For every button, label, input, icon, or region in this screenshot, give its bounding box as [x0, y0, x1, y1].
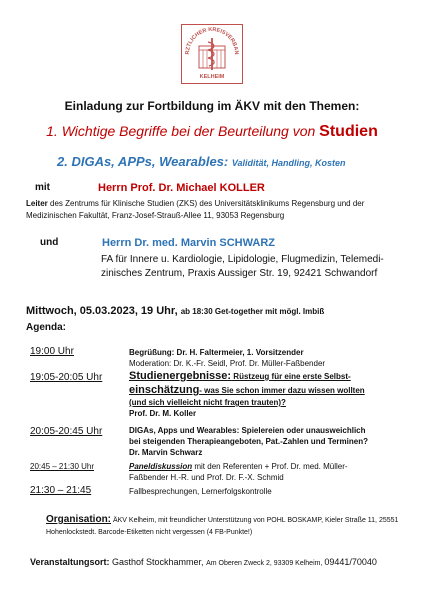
- speaker-2-description: FA für Innere u. Kardiologie, Lipidologie, Flugmedizin, Telemedi-zinisches Zentrum, Praxis Aussiger Str. 19, 92421 Schwandorf: [101, 254, 384, 279]
- topic-2: [57, 154, 346, 169]
- agenda-time-1: 19:00 Uhr: [30, 346, 74, 357]
- agenda-item-1: [129, 347, 409, 369]
- event-date: [26, 305, 324, 317]
- topic-1: [0, 123, 424, 141]
- agenda-time-3: 20:05-20:45 Uhr: [30, 426, 103, 437]
- topic-1-lead: 1. Wichtige Begriffe bei der Beurteilung von: [46, 123, 320, 139]
- venue-name: Gasthof Stockhammer,: [109, 557, 207, 567]
- speaker-2-prefix: und: [40, 237, 59, 248]
- event-date-tail: ab 18:30 Get-together mit mögl. Imbiß: [180, 307, 325, 316]
- agenda-item-1-line-1: Begrüßung: Dr. H. Faltermeier, 1. Vorsitzender: [129, 348, 304, 357]
- agenda-item-2-keyword: Studienergebnisse:: [129, 370, 232, 382]
- agenda-item-4-line-2: Faßbender H.-R. und Prof. Dr. F.-X. Schmid: [129, 473, 284, 482]
- logo-bottom-text: KELHEIM: [199, 74, 225, 80]
- agenda-time-2: 19:05-20:05 Uhr: [30, 372, 103, 383]
- agenda-item-2-speaker: Prof. Dr. M. Koller: [129, 409, 197, 418]
- organisation-note: [46, 514, 406, 539]
- speaker-2-row: [40, 237, 275, 249]
- topic-2-lead: 2. DIGAs, APPs, Wearables:: [57, 154, 232, 169]
- agenda-item-4: [129, 461, 409, 483]
- agenda-time-4: 20:45 – 21:30 Uhr: [30, 462, 95, 471]
- agenda-time-5: 21:30 – 21:45: [30, 485, 92, 496]
- agenda-item-4-keyword: Paneldiskussion: [129, 462, 193, 471]
- invitation-title: Einladung zur Fortbildung im ÄKV mit den Themen:: [64, 99, 360, 113]
- agenda-item-2-line-2: - was Sie schon immer dazu wissen wollten: [199, 386, 365, 395]
- agenda-item-2-line-1: Rüstzeug für eine erste Selbst-: [231, 372, 351, 381]
- agenda-item-1-line-2: Moderation: Dr. K.-Fr. Seidl, Prof. Dr. Müller-Faßbender: [129, 359, 326, 368]
- logo-top-text: RZTLICHER KREISVERBAN: [184, 26, 240, 55]
- event-date-main: Mittwoch, 05.03.2023, 19 Uhr,: [26, 305, 181, 317]
- agenda-item-2-line-3: (und sich vielleicht nicht fragen trauten)?: [129, 398, 286, 407]
- venue-phone: 09441/70040: [324, 557, 377, 567]
- organisation-label: Organisation:: [46, 514, 112, 525]
- speaker-1-description: [26, 198, 406, 222]
- agenda-label: Agenda:: [26, 322, 66, 333]
- speaker-1-affiliation: des Zentrums für Klinische Studien (ZKS) des Universitätsklinikums Regensburg und der Medizinischen Fakultät, Franz-Josef-Strauß-Allee 11, 93053 Regensburg: [26, 199, 365, 220]
- speaker-1-row: [35, 182, 265, 194]
- agenda-item-2-keyword-2: einschätzung: [129, 384, 200, 396]
- agenda-item-2: [129, 369, 409, 419]
- topic-1-emphasis: Studien: [319, 123, 378, 140]
- speaker-2-name: Herrn Dr. med. Marvin SCHWARZ: [102, 237, 275, 249]
- agenda-item-3-speaker: Dr. Marvin Schwarz: [129, 448, 203, 457]
- speaker-1-prefix: mit: [35, 182, 50, 193]
- agenda-item-5: Fallbesprechungen, Lernerfolgskontrolle: [129, 487, 272, 496]
- venue-line: [30, 557, 410, 567]
- venue-address: Am Oberen Zweck 2, 93309 Kelheim,: [206, 560, 325, 567]
- aesculapius-staff-logo: [181, 24, 243, 84]
- agenda-item-3-line-1: DIGAs, Apps und Wearables: Spielereien oder unausweichlich: [129, 426, 366, 435]
- agenda-item-3: [129, 425, 409, 458]
- topic-2-subtitle: Validität, Handling, Kosten: [231, 158, 346, 168]
- speaker-1-role: Leiter: [26, 199, 48, 208]
- organisation-text: ÄKV Kelheim, mit freundlicher Unterstützung von POHL BOSKAMP, Kieler Straße 11, 25551 Hohenlockstedt. Barcode-Etiketten nicht vergessen (4 FB-Punkte!): [46, 517, 399, 536]
- agenda-item-3-line-2: bei steigenden Therapieangeboten, Pat.-Zahlen und Terminen?: [129, 437, 368, 446]
- venue-label: Veranstaltungsort:: [30, 557, 110, 567]
- speaker-1-name: Herrn Prof. Dr. Michael KOLLER: [98, 182, 265, 194]
- agenda-item-4-line-1: mit den Referenten + Prof. Dr. med. Müller-: [192, 462, 348, 471]
